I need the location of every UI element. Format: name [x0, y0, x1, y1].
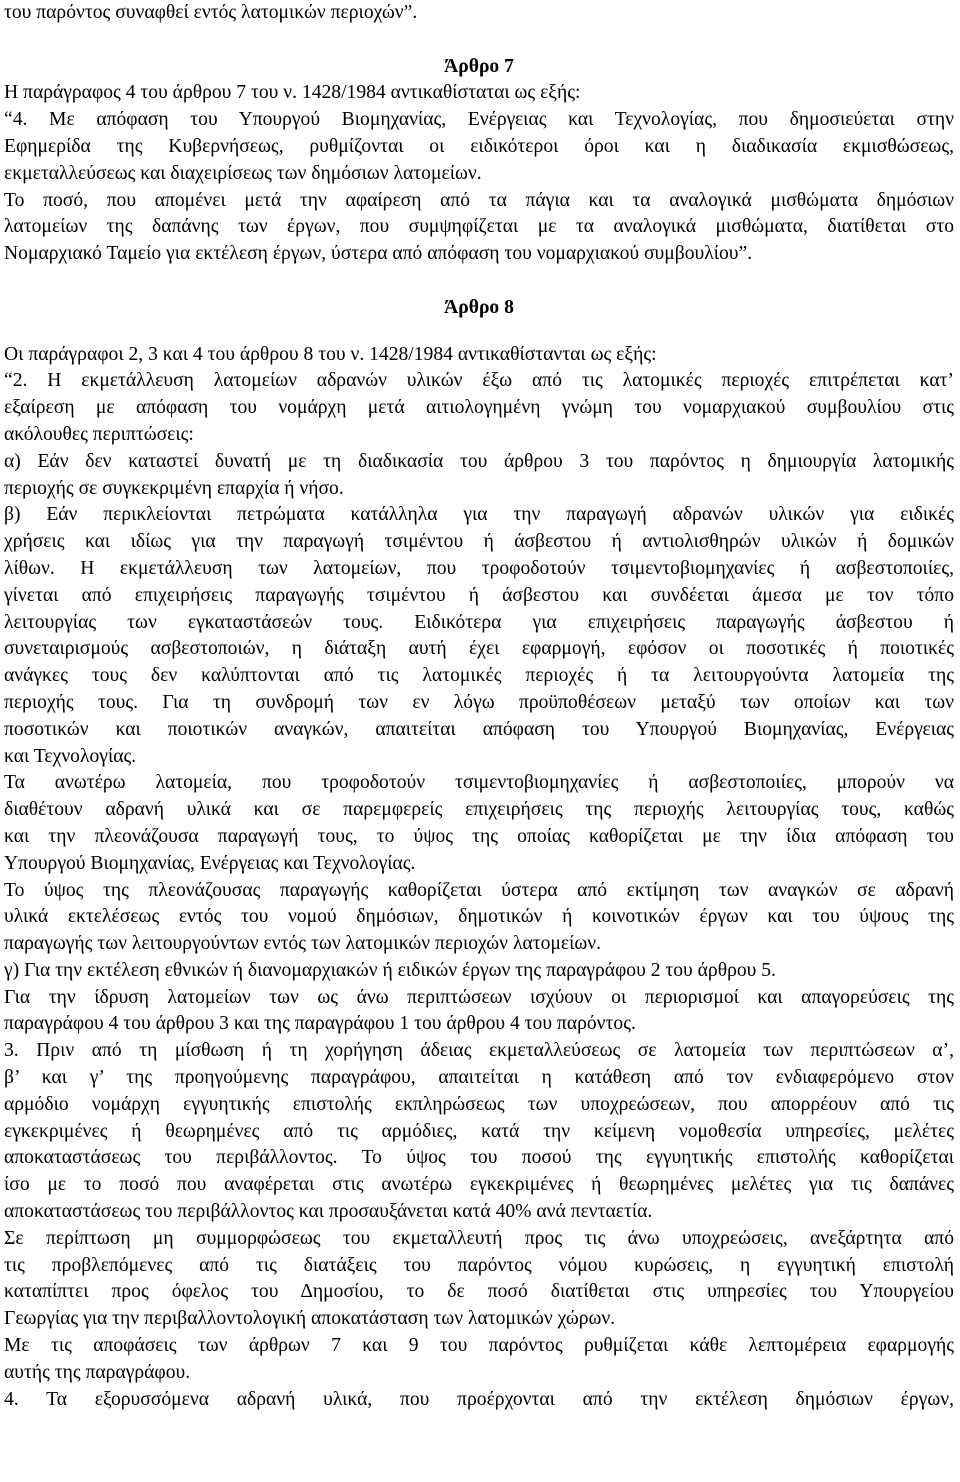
text-line: παραγωγής των λειτουργούντων εντός των λατομικών περιοχών λατομείων. — [4, 933, 602, 955]
text-line: αποκαταστάσεως του περιβάλλοντος. Το ύψος του ποσού της εγγυητικής επιστολής καθορίζεται — [4, 1147, 954, 1169]
article-heading: Άρθρο 8 — [444, 296, 514, 318]
text-line: λειτουργίας των εγκαταστάσεών τους. Ειδικότερα για επιχειρήσεις παραγωγής άσβεστου ή — [4, 611, 954, 633]
text-line: εξαίρεση με απόφαση του νομάρχη μετά αιτιολογημένη γνώμη του νομαρχιακού συμβουλίου στις — [4, 397, 954, 419]
text-line: 3. Πριν από τη μίσθωση ή τη χορήγηση άδειας εκμεταλλεύσεως σε λατομεία των περιπτώσεων α’, — [4, 1040, 954, 1062]
text-line: Τα ανωτέρω λατομεία, που τροφοδοτούν τσιμεντοβιομηχανίες ή ασβεστοποιίες, μπορούν να — [4, 772, 954, 794]
text-line: Οι παράγραφοι 2, 3 και 4 του άρθρου 8 του ν. 1428/1984 αντικαθίστανται ως εξής: — [4, 343, 657, 365]
text-line: Για την ίδρυση λατομείων των ως άνω περιπτώσεων ισχύουν οι περιορισμοί και απαγορεύσεις της — [4, 986, 954, 1008]
text-line: ποσοτικών και ποιοτικών αναγκών, απαιτείται απόφαση του Υπουργού Βιομηχανίας, Ενέργειας — [4, 718, 954, 740]
text-line: ακόλουθες περιπτώσεις: — [4, 423, 194, 445]
text-line: β’ και γ’ της προηγούμενης παραγράφου, απαιτείται η κατάθεση από τον ενδιαφερόμενο στον — [4, 1067, 954, 1089]
text-line: “4. Με απόφαση του Υπουργού Βιομηχανίας, Ενέργειας και Τεχνολογίας, που δημοσιεύεται στην — [4, 109, 954, 131]
text-line: γ) Για την εκτέλεση εθνικών ή διανομαρχιακών ή ειδικών έργων της παραγράφου 2 του άρθρου 5. — [4, 959, 776, 981]
text-line: Η παράγραφος 4 του άρθρου 7 του ν. 1428/1984 αντικαθίσταται ως εξής: — [4, 82, 581, 104]
text-line: Υπουργού Βιομηχανίας, Ενέργειας και Τεχνολογίας. — [4, 852, 416, 874]
text-line: εγκεκριμένες ή θεωρημένες από τις αρμόδιες, κατά την κείμενη νομοθεσία υπηρεσίες, μελέτες — [4, 1120, 954, 1142]
text-line: Το ύψος της πλεονάζουσας παραγωγής καθορίζεται ύστερα από εκτίμηση των αναγκών σε αδρανή — [4, 879, 954, 901]
text-line: α) Εάν δεν καταστεί δυνατή με τη διαδικασία του άρθρου 3 του παρόντος η δημιουργία λατομικής — [4, 450, 954, 472]
text-line: περιοχής τους. Για τη συνδρομή των εν λόγω προϋποθέσεων μεταξύ των οποίων και των — [4, 691, 954, 713]
text-line: λίθων. Η εκμετάλλευση των λατομείων, που τροφοδοτούν τσιμεντοβιομηχανίες ή ασβεστοποιίες, — [4, 557, 954, 579]
article-heading: Άρθρο 7 — [444, 55, 514, 77]
blank-line — [4, 322, 954, 342]
text-line: διαθέτουν αδρανή υλικά και σε παρεμφερείς επιχειρήσεις της περιοχής λειτουργίας τους, καθώς — [4, 799, 954, 821]
text-line: Με τις αποφάσεις των άρθρων 7 και 9 του παρόντος ρυθμίζεται κάθε λεπτομέρεια εφαρμογής — [4, 1335, 954, 1357]
text-line: και την πλεονάζουσα παραγωγή τους, το ύψος της οποίας καθορίζεται με την ίδια απόφαση του — [4, 825, 954, 847]
text-line: β) Εάν περικλείονται πετρώματα κατάλληλα για την παραγωγή αδρανών υλικών για ειδικές — [4, 504, 954, 526]
text-line: Το ποσό, που απομένει μετά την αφαίρεση από τα πάγια και τα αναλογικά μισθώματα δημόσιων — [4, 189, 954, 211]
text-line: Σε περίπτωση μη συμμορφώσεως του εκμεταλλευτή προς τις άνω υποχρεώσεις, ανεξάρτητα από — [4, 1227, 954, 1249]
blank-line — [4, 268, 954, 295]
text-line: του παρόντος συναφθεί εντός λατομικών περιοχών”. — [4, 2, 418, 23]
text-line: ανάγκες τους δεν καλύπτονται από τις λατομικές περιοχές ή τα λειτουργούντα λατομεία της — [4, 665, 954, 687]
text-line: αρμόδιο νομάρχη εγγυητικής επιστολής εκπληρώσεως των υποχρεώσεων, που απορρέουν από τις — [4, 1093, 954, 1115]
text-line: 4. Τα εξορυσσόμενα αδρανή υλικά, που προέρχονται από την εκτέλεση δημόσιων έργων, — [4, 1388, 954, 1410]
text-line: εκμεταλλεύσεως και διαχειρίσεως των δημόσιων λατομείων. — [4, 162, 482, 184]
text-line: καταπίπτει προς όφελος του Δημοσίου, το δε ποσό διατίθεται στις υπηρεσίες του Υπουργείου — [4, 1281, 954, 1303]
text-line: Εφημερίδα της Κυβερνήσεως, ρυθμίζονται οι ειδικότεροι όροι και η διαδικασία εκμισθώσεως, — [4, 135, 954, 157]
text-line: Νομαρχιακό Ταμείο για εκτέλεση έργων, ύστερα από απόφαση του νομαρχιακού συμβουλίου”. — [4, 243, 753, 265]
text-line: υλικά εκτελέσεως εντός του νομού δημόσιων, δημοτικών ή κοινοτικών έργων και του ύψους της — [4, 906, 954, 928]
text-line: ίσο με το ποσό που αναφέρεται στις ανωτέρω εγκεκριμένες ή θεωρημένες μελέτες για τις δαπάνες — [4, 1174, 954, 1196]
text-line: αποκαταστάσεως του περιβάλλοντος και προσαυξάνεται κατά 40% ανά πενταετία. — [4, 1201, 653, 1223]
text-line: συνεταιρισμούς ασβεστοποιών, η διάταξη αυτή έχει εφαρμογή, εφόσον οι ποσοτικές ή ποιοτικές — [4, 638, 954, 660]
text-line: αυτής της παραγράφου. — [4, 1361, 191, 1383]
text-line: γίνεται από επιχειρήσεις παραγωγής τσιμέντου ή άσβεστου και συνδέεται άμεσα με τον τόπο — [4, 584, 954, 606]
text-line: χρήσεις και ιδίως για την παραγωγή τσιμέντου ή άσβεστου ή αντιολισθηρών υλικών ή δομικών — [4, 531, 954, 553]
blank-line — [4, 27, 954, 54]
text-line: λατομείων της δαπάνης των έργων, που συμψηφίζεται με τα αναλογικά μισθώματα, διατίθεται στο — [4, 216, 954, 238]
text-line: παραγράφου 4 του άρθρου 3 και της παραγράφου 1 του άρθρου 4 του παρόντος. — [4, 1013, 636, 1035]
text-line: και Τεχνολογίας. — [4, 745, 137, 767]
text-line: “2. Η εκμετάλλευση λατομείων αδρανών υλικών έξω από τις λατομικές περιοχές επιτρέπεται κατ’ — [4, 370, 954, 392]
text-line: Γεωργίας για την περιβαλλοντολογική αποκατάσταση των λατομικών χώρων. — [4, 1308, 616, 1330]
text-line: περιοχής σε συγκεκριμένη επαρχία ή νήσο. — [4, 477, 344, 499]
text-line: τις προβλεπόμενες από τις διατάξεις του παρόντος νόμου κυρώσεις, η εγγυητική επιστολή — [4, 1254, 954, 1276]
